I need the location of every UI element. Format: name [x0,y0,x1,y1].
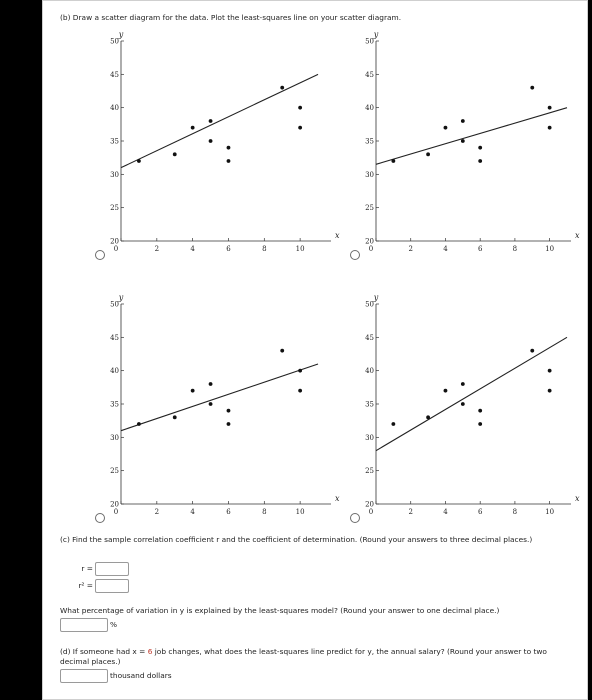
r2-input[interactable] [95,579,129,593]
data-point [227,146,231,150]
data-point [461,139,465,143]
y-tick-label: 25 [110,204,119,213]
x-tick-label: 10 [545,245,555,253]
y-tick-label: 40 [365,367,374,376]
data-point [173,152,177,156]
r-label: r = [81,564,93,573]
data-point [530,86,534,90]
data-point [137,422,141,426]
data-point [227,159,231,163]
x-tick-label: 4 [190,508,195,516]
data-point [444,126,448,130]
x-tick-label: 6 [477,508,483,516]
prediction-input[interactable] [60,669,108,683]
data-point [280,349,284,353]
x-tick-label: 6 [477,245,483,253]
x-axis-label: x [575,494,580,503]
y-tick-label: 25 [365,467,374,476]
data-point [461,382,465,386]
x-tick-label: 0 [368,508,374,516]
x-tick-label: 8 [262,245,267,253]
y-tick-label: 35 [110,400,119,409]
y-tick-label: 20 [110,500,119,509]
x-tick-label: 6 [226,245,231,253]
x-tick-label: 0 [113,245,119,253]
data-point [298,126,302,130]
data-point [530,349,534,353]
y-tick-label: 35 [365,400,374,409]
data-point [478,409,482,413]
x-tick-label: 2 [408,508,413,516]
data-point [548,126,552,130]
variation-input[interactable] [60,618,108,632]
part-d-prompt-end: job changes, what does the least-squares line predict for y, the annual salary? (Round your answer to two decimal places.) [60,647,547,666]
data-point [191,389,195,393]
data-point [461,402,465,406]
data-point [209,382,213,386]
y-tick-label: 40 [365,104,374,113]
y-axis-label: y [118,293,124,302]
r2-label: r² = [78,581,93,590]
y-tick-label: 50 [110,300,119,309]
data-point [548,369,552,373]
x-axis-label: x [575,231,580,240]
y-tick-label: 25 [365,204,374,213]
y-axis-label: y [373,293,379,302]
data-point [478,422,482,426]
y-axis-label: y [373,30,379,39]
x-tick-label: 2 [154,245,160,253]
y-tick-label: 30 [110,170,119,179]
data-point [426,152,430,156]
question-sheet [42,0,588,700]
y-tick-label: 25 [110,467,119,476]
part-d-prompt-start: (d) If someone had x = [60,647,148,656]
data-point [426,415,430,419]
y-tick-label: 30 [365,433,374,442]
data-point [227,409,231,413]
y-tick-label: 35 [365,137,374,146]
x-tick-label: 8 [512,508,518,516]
y-tick-label: 45 [110,70,119,79]
data-point [391,159,395,163]
data-point [227,422,231,426]
x-axis-label: x [335,231,340,240]
y-tick-label: 40 [110,367,119,376]
x-tick-label: 6 [226,508,231,516]
data-point [478,146,482,150]
scatter-plot-4[interactable] [356,292,581,532]
data-point [391,422,395,426]
least-squares-line [121,364,318,431]
least-squares-line [376,337,567,450]
y-tick-label: 35 [110,137,119,146]
scatter-plot-1[interactable] [101,29,341,269]
y-tick-label: 20 [110,237,119,246]
data-point [461,119,465,123]
y-tick-label: 20 [365,500,374,509]
data-point [548,106,552,110]
y-tick-label: 40 [110,104,119,113]
data-point [298,369,302,373]
x-tick-label: 2 [408,245,413,253]
data-point [280,86,284,90]
variation-prompt: What percentage of variation in y is explained by the least-squares model? (Round your answer to one decimal place.) [60,606,500,615]
x-tick-label: 8 [512,245,518,253]
scatter-plot-2[interactable] [356,29,581,269]
thousand-dollars-unit: thousand dollars [110,671,172,680]
r-input[interactable] [95,562,129,576]
data-point [191,126,195,130]
x-tick-label: 2 [154,508,160,516]
x-tick-label: 8 [262,508,267,516]
y-tick-label: 45 [365,333,374,342]
x-tick-label: 0 [368,245,374,253]
data-point [444,389,448,393]
scatter-plot-3[interactable] [101,292,341,532]
y-axis-label: y [118,30,124,39]
x-tick-label: 4 [443,508,448,516]
data-point [548,389,552,393]
y-tick-label: 30 [365,170,374,179]
least-squares-line [376,108,567,165]
part-b-prompt: (b) Draw a scatter diagram for the data. Plot the least-squares line on your scatter diagram. [60,13,402,22]
y-tick-label: 50 [365,300,374,309]
data-point [298,389,302,393]
data-point [209,119,213,123]
least-squares-line [121,74,318,167]
x-tick-label: 0 [113,508,119,516]
data-point [209,402,213,406]
data-point [137,159,141,163]
y-tick-label: 20 [365,237,374,246]
y-tick-label: 50 [110,37,119,46]
data-point [478,159,482,163]
part-c-prompt: (c) Find the sample correlation coefficient r and the coefficient of determination. (Round your answers to three decimal places.) [60,535,533,544]
data-point [298,106,302,110]
percent-unit: % [110,620,118,629]
part-d-prompt [60,647,550,667]
y-tick-label: 30 [110,433,119,442]
y-tick-label: 50 [365,37,374,46]
x-axis-label: x [335,494,340,503]
x-tick-label: 10 [295,245,305,253]
x-tick-label: 10 [545,508,555,516]
x-tick-label: 4 [190,245,195,253]
x-tick-label: 4 [443,245,448,253]
y-tick-label: 45 [110,333,119,342]
x-tick-label: 10 [295,508,305,516]
y-tick-label: 45 [365,70,374,79]
x-value-highlight: 6 [147,647,153,656]
data-point [209,139,213,143]
data-point [173,415,177,419]
